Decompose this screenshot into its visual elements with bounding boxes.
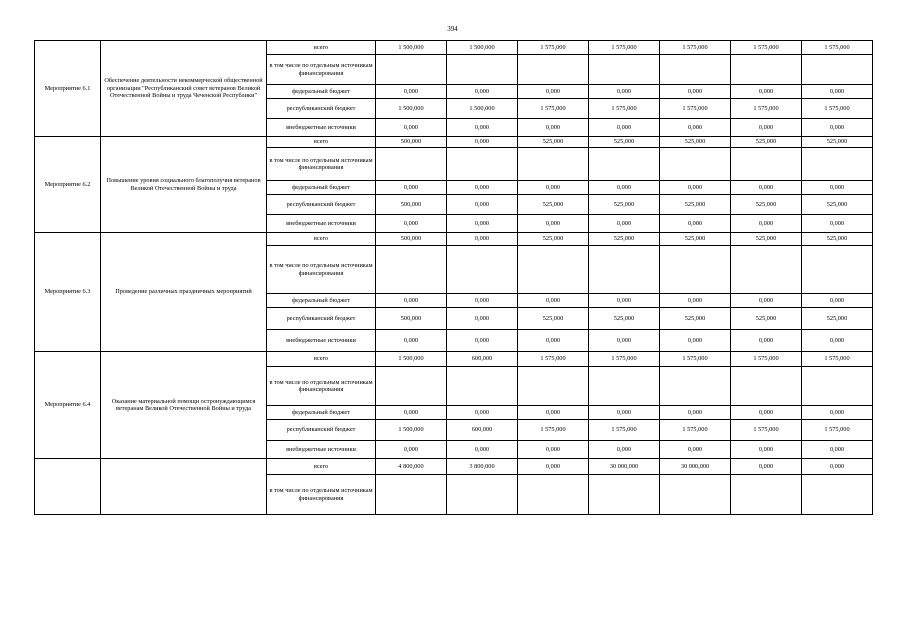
table-row: [35, 459, 873, 475]
empty-cell: [376, 475, 447, 515]
measure-name: [35, 459, 101, 515]
empty-cell: [447, 55, 518, 85]
value-cell: 1 575,000: [518, 99, 589, 119]
value-cell: 1 575,000: [518, 41, 589, 55]
table-row: [35, 352, 873, 367]
value-cell: 0,000: [518, 215, 589, 233]
value-cell: 0,000: [447, 330, 518, 352]
value-cell: 0,000: [802, 294, 873, 308]
empty-cell: [589, 475, 660, 515]
source-label-federal: федеральный бюджет: [267, 294, 376, 308]
value-cell: 0,000: [802, 441, 873, 459]
value-cell: 0,000: [447, 233, 518, 246]
value-cell: 0,000: [731, 294, 802, 308]
value-cell: 1 575,000: [802, 420, 873, 441]
value-cell: 0,000: [660, 85, 731, 99]
empty-cell: [518, 246, 589, 294]
measure-name: Мероприятие 6.3: [35, 233, 101, 352]
value-cell: 1 500,000: [447, 41, 518, 55]
measure-description: Оказание материальной помощи остронуждающимся ветеранам Великой Отечественной Войны и труда: [101, 352, 267, 459]
source-label-total: всего: [267, 137, 376, 148]
empty-cell: [731, 367, 802, 406]
value-cell: 0,000: [802, 459, 873, 475]
source-label-total: всего: [267, 459, 376, 475]
value-cell: 1 575,000: [589, 420, 660, 441]
value-cell: 0,000: [376, 85, 447, 99]
empty-cell: [447, 246, 518, 294]
value-cell: 0,000: [376, 406, 447, 420]
value-cell: 1 575,000: [589, 41, 660, 55]
table-row: [35, 137, 873, 148]
value-cell: 0,000: [376, 181, 447, 195]
value-cell: 0,000: [660, 406, 731, 420]
value-cell: 0,000: [731, 119, 802, 137]
value-cell: 0,000: [731, 85, 802, 99]
measure-description: Проведение различных праздничных мероприятий: [101, 233, 267, 352]
value-cell: 0,000: [376, 294, 447, 308]
value-cell: 525,000: [731, 195, 802, 215]
source-label-including: в том числе по отдельным источникам финансирования: [267, 475, 376, 515]
value-cell: 0,000: [660, 294, 731, 308]
source-label-total: всего: [267, 352, 376, 367]
value-cell: 0,000: [376, 330, 447, 352]
empty-cell: [802, 55, 873, 85]
value-cell: 0,000: [802, 119, 873, 137]
empty-cell: [447, 475, 518, 515]
measure-name: Мероприятие 6.4: [35, 352, 101, 459]
value-cell: 0,000: [802, 85, 873, 99]
empty-cell: [731, 148, 802, 181]
empty-cell: [376, 55, 447, 85]
value-cell: 525,000: [660, 308, 731, 330]
value-cell: 0,000: [447, 181, 518, 195]
value-cell: 0,000: [589, 85, 660, 99]
value-cell: 1 575,000: [518, 352, 589, 367]
value-cell: 525,000: [731, 308, 802, 330]
value-cell: 525,000: [660, 233, 731, 246]
value-cell: 1 500,000: [376, 420, 447, 441]
value-cell: 1 500,000: [447, 99, 518, 119]
value-cell: 0,000: [518, 85, 589, 99]
value-cell: 525,000: [802, 137, 873, 148]
measure-description: Обеспечение деятельности некоммерческой общественной организации "Республиканский совет ветеранов Великой Отечественной Войны и труда Чеченской Республики": [101, 41, 267, 137]
empty-cell: [731, 246, 802, 294]
value-cell: 1 500,000: [376, 41, 447, 55]
table-row: [35, 233, 873, 246]
value-cell: 525,000: [660, 195, 731, 215]
value-cell: 525,000: [589, 308, 660, 330]
value-cell: 1 575,000: [589, 99, 660, 119]
value-cell: 0,000: [589, 181, 660, 195]
source-label-including: в том числе по отдельным источникам финансирования: [267, 246, 376, 294]
value-cell: 1 575,000: [660, 41, 731, 55]
empty-cell: [802, 148, 873, 181]
value-cell: 0,000: [731, 441, 802, 459]
value-cell: 600,000: [447, 352, 518, 367]
empty-cell: [802, 475, 873, 515]
value-cell: 0,000: [447, 137, 518, 148]
source-label-republic: республиканский бюджет: [267, 308, 376, 330]
value-cell: 525,000: [589, 233, 660, 246]
value-cell: 0,000: [447, 441, 518, 459]
value-cell: 500,000: [376, 308, 447, 330]
value-cell: 0,000: [518, 330, 589, 352]
value-cell: 0,000: [802, 406, 873, 420]
source-label-extrabudget: внебюджетные источники: [267, 330, 376, 352]
source-label-extrabudget: внебюджетные источники: [267, 441, 376, 459]
value-cell: 1 575,000: [518, 420, 589, 441]
value-cell: 525,000: [731, 137, 802, 148]
empty-cell: [589, 148, 660, 181]
source-label-republic: республиканский бюджет: [267, 99, 376, 119]
value-cell: 0,000: [802, 330, 873, 352]
value-cell: 30 000,000: [660, 459, 731, 475]
value-cell: 525,000: [518, 233, 589, 246]
value-cell: 0,000: [447, 406, 518, 420]
value-cell: 30 000,000: [589, 459, 660, 475]
source-label-total: всего: [267, 41, 376, 55]
empty-cell: [731, 55, 802, 85]
empty-cell: [518, 55, 589, 85]
value-cell: 525,000: [802, 195, 873, 215]
measure-name: Мероприятие 6.2: [35, 137, 101, 233]
value-cell: 525,000: [518, 137, 589, 148]
value-cell: 4 800,000: [376, 459, 447, 475]
empty-cell: [376, 148, 447, 181]
value-cell: 0,000: [518, 294, 589, 308]
value-cell: 0,000: [589, 294, 660, 308]
value-cell: 0,000: [802, 215, 873, 233]
value-cell: 1 575,000: [660, 99, 731, 119]
value-cell: 0,000: [731, 459, 802, 475]
value-cell: 600,000: [447, 420, 518, 441]
value-cell: 0,000: [589, 330, 660, 352]
value-cell: 0,000: [731, 181, 802, 195]
value-cell: 0,000: [447, 308, 518, 330]
source-label-extrabudget: внебюджетные источники: [267, 119, 376, 137]
measure-name: Мероприятие 6.1: [35, 41, 101, 137]
empty-cell: [376, 367, 447, 406]
value-cell: 1 500,000: [376, 352, 447, 367]
value-cell: 0,000: [589, 441, 660, 459]
value-cell: 1 575,000: [589, 352, 660, 367]
value-cell: 525,000: [731, 233, 802, 246]
source-label-including: в том числе по отдельным источникам финансирования: [267, 55, 376, 85]
value-cell: 0,000: [518, 406, 589, 420]
value-cell: 525,000: [589, 195, 660, 215]
value-cell: 0,000: [518, 441, 589, 459]
empty-cell: [660, 246, 731, 294]
value-cell: 0,000: [802, 181, 873, 195]
value-cell: 0,000: [660, 330, 731, 352]
measure-description: [101, 459, 267, 515]
empty-cell: [589, 246, 660, 294]
source-label-total: всего: [267, 233, 376, 246]
source-label-republic: республиканский бюджет: [267, 420, 376, 441]
value-cell: 0,000: [660, 215, 731, 233]
empty-cell: [447, 148, 518, 181]
empty-cell: [660, 148, 731, 181]
empty-cell: [802, 367, 873, 406]
empty-cell: [376, 246, 447, 294]
value-cell: 1 575,000: [802, 41, 873, 55]
page-number: 394: [447, 25, 458, 33]
empty-cell: [518, 148, 589, 181]
value-cell: 525,000: [518, 195, 589, 215]
value-cell: 0,000: [589, 119, 660, 137]
source-label-republic: республиканский бюджет: [267, 195, 376, 215]
empty-cell: [518, 475, 589, 515]
value-cell: 0,000: [376, 215, 447, 233]
value-cell: 0,000: [447, 195, 518, 215]
value-cell: 0,000: [731, 215, 802, 233]
source-label-extrabudget: внебюджетные источники: [267, 215, 376, 233]
value-cell: 0,000: [447, 119, 518, 137]
source-label-federal: федеральный бюджет: [267, 406, 376, 420]
value-cell: 0,000: [518, 181, 589, 195]
empty-cell: [518, 367, 589, 406]
empty-cell: [660, 475, 731, 515]
value-cell: 1 500,000: [376, 99, 447, 119]
source-label-including: в том числе по отдельным источникам финансирования: [267, 148, 376, 181]
table-row: [35, 41, 873, 55]
value-cell: 1 575,000: [731, 352, 802, 367]
value-cell: 525,000: [589, 137, 660, 148]
value-cell: 0,000: [660, 119, 731, 137]
source-label-federal: федеральный бюджет: [267, 85, 376, 99]
value-cell: 525,000: [518, 308, 589, 330]
empty-cell: [447, 367, 518, 406]
value-cell: 0,000: [731, 330, 802, 352]
value-cell: 525,000: [802, 233, 873, 246]
value-cell: 500,000: [376, 195, 447, 215]
value-cell: 0,000: [589, 215, 660, 233]
value-cell: 0,000: [447, 85, 518, 99]
value-cell: 1 575,000: [802, 352, 873, 367]
value-cell: 0,000: [447, 294, 518, 308]
value-cell: 1 575,000: [731, 420, 802, 441]
value-cell: 1 575,000: [731, 41, 802, 55]
value-cell: 0,000: [376, 441, 447, 459]
value-cell: 0,000: [589, 406, 660, 420]
budget-table: [34, 40, 873, 515]
value-cell: 1 575,000: [802, 99, 873, 119]
value-cell: 0,000: [660, 441, 731, 459]
value-cell: 500,000: [376, 137, 447, 148]
value-cell: 1 575,000: [660, 420, 731, 441]
source-label-including: в том числе по отдельным источникам финансирования: [267, 367, 376, 406]
value-cell: 0,000: [518, 119, 589, 137]
empty-cell: [802, 246, 873, 294]
empty-cell: [660, 367, 731, 406]
value-cell: 1 575,000: [731, 99, 802, 119]
value-cell: 0,000: [518, 459, 589, 475]
value-cell: 500,000: [376, 233, 447, 246]
measure-description: Повышение уровня социального благополучия ветеранов Великой Отечественной Войны и труда: [101, 137, 267, 233]
empty-cell: [660, 55, 731, 85]
empty-cell: [589, 55, 660, 85]
value-cell: 3 800,000: [447, 459, 518, 475]
value-cell: 0,000: [376, 119, 447, 137]
empty-cell: [589, 367, 660, 406]
value-cell: 0,000: [447, 215, 518, 233]
value-cell: 0,000: [660, 181, 731, 195]
value-cell: 1 575,000: [660, 352, 731, 367]
value-cell: 525,000: [802, 308, 873, 330]
value-cell: 0,000: [731, 406, 802, 420]
empty-cell: [731, 475, 802, 515]
value-cell: 525,000: [660, 137, 731, 148]
source-label-federal: федеральный бюджет: [267, 181, 376, 195]
